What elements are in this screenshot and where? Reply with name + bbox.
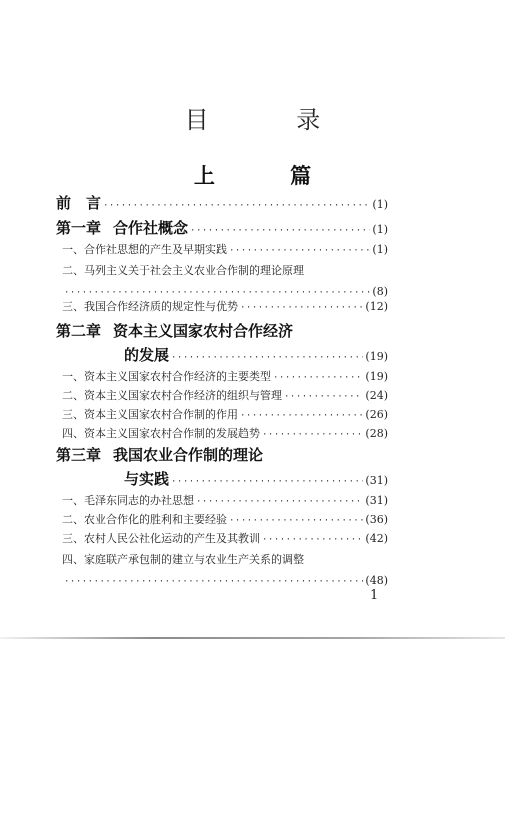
toc-chapter-2-cont: 的发展 ····· (19)	[56, 344, 388, 365]
leader-dots	[190, 226, 370, 236]
chapter-number: 第一章	[56, 219, 102, 237]
leader-dots	[64, 288, 370, 298]
toc-section: ····· (48)	[56, 574, 388, 587]
page-number: 1	[370, 588, 379, 603]
part-heading: 上 篇	[193, 163, 346, 188]
toc-section: 一、毛泽东同志的办社思想 ····· (31)	[56, 492, 388, 508]
toc-section: 一、资本主义国家农村合作经济的主要类型 ····· (19)	[56, 368, 388, 384]
leader-dots	[273, 373, 363, 383]
toc-section: 二、资本主义国家农村合作经济的组织与管理 ····· (24)	[56, 387, 388, 403]
toc-entry-preface	[56, 192, 388, 213]
toc-section: 一、合作社思想的产生及早期实践 ····· (1)	[56, 241, 388, 257]
leader-dots	[103, 201, 370, 211]
leader-dots	[229, 516, 363, 526]
toc-chapter-1	[56, 217, 388, 238]
toc-section: 三、资本主义国家农村合作制的作用 ····· (26)	[56, 406, 388, 422]
toc-page: (1)	[372, 198, 388, 211]
leader-dots	[171, 477, 363, 487]
page-edge-line	[0, 637, 505, 639]
leader-dots	[284, 392, 363, 402]
toc-section-text: 二、马列主义关于社会主义农业合作制的理论原理	[62, 264, 304, 277]
toc-section: 四、资本主义国家农村合作制的发展趋势 ····· (28)	[56, 425, 388, 441]
toc-section: 三、我国合作经济质的规定性与优势 ····· (12)	[56, 298, 388, 314]
leader-dots	[196, 497, 363, 507]
toc-chapter-3-cont: 与实践 ····· (31)	[56, 468, 388, 489]
toc-chapter-3	[56, 444, 263, 465]
chapter-title: 我国农业合作制的理论	[113, 446, 264, 464]
toc-section: ····· (8)	[56, 285, 388, 298]
toc-section: 二、农业合作化的胜利和主要经验 ····· (36)	[56, 511, 388, 527]
leader-dots	[171, 353, 363, 363]
chapter-title: 合作社概念	[113, 219, 189, 237]
leader-dots	[262, 535, 363, 545]
leader-dots	[262, 430, 363, 440]
toc-section-text: 四、家庭联产承包制的建立与农业生产关系的调整	[62, 553, 304, 566]
toc-chapter-2	[56, 320, 293, 341]
page-title: 目 录	[184, 106, 361, 134]
leader-dots	[229, 246, 370, 256]
chapter-title: 资本主义国家农村合作经济	[113, 322, 294, 340]
toc-section: 三、农村人民公社化运动的产生及其教训 ····· (42)	[56, 530, 388, 546]
leader-dots	[240, 303, 363, 313]
chapter-number: 第二章	[56, 322, 102, 340]
leader-dots	[64, 577, 363, 587]
chapter-number: 第三章	[56, 446, 102, 464]
leader-dots	[240, 411, 363, 421]
toc-page: (1)	[372, 223, 388, 236]
toc-label: 前 言	[56, 194, 102, 212]
